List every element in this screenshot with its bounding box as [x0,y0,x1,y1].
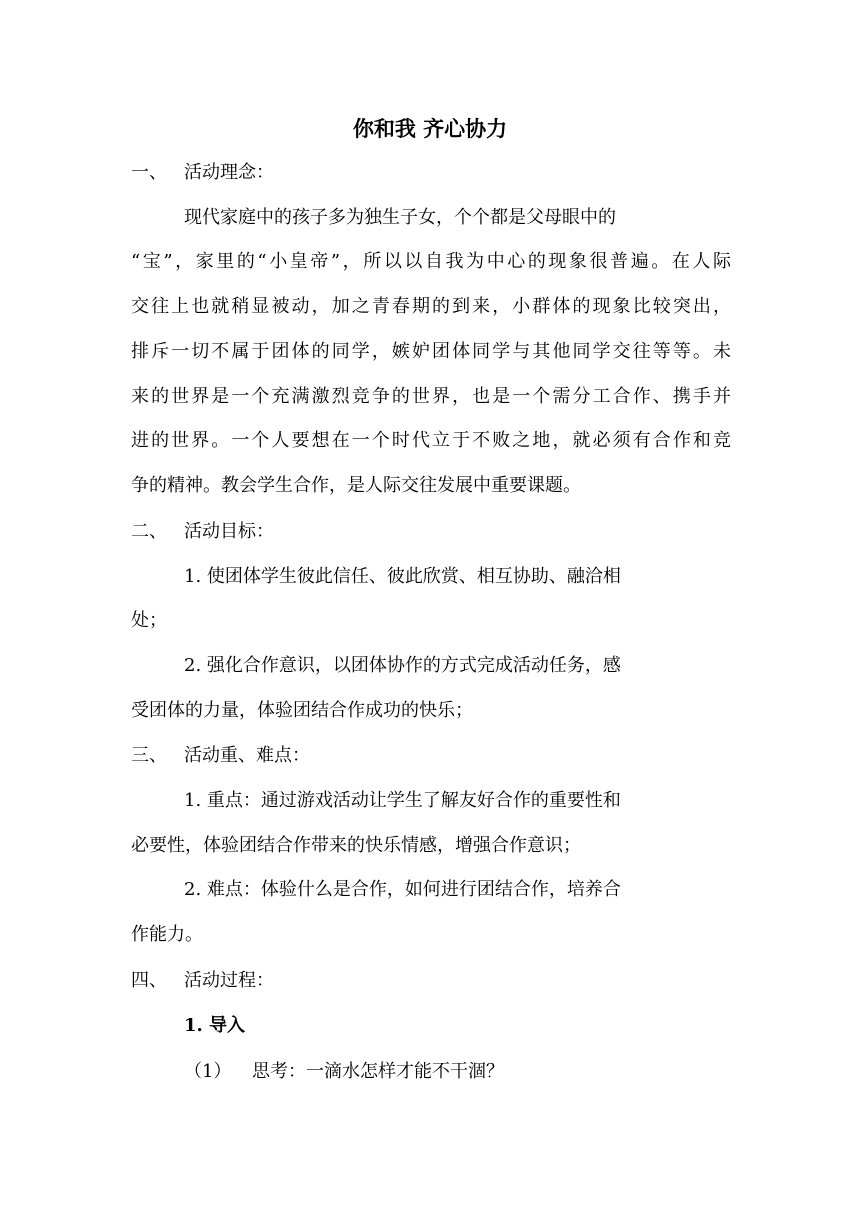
section-2-heading: 活动目标： [184,521,274,542]
section-1-number: 一、 [131,162,167,183]
paragraph-line: 排斥一切不属于团体的同学，嫉妒团体同学与其他同学交往等等。未 [131,341,731,362]
subheading: 1. 导入 [184,1015,246,1036]
list-item-line: 2. 难点：体验什么是合作，如何进行团结合作，培养合 [184,879,621,900]
paragraph-line: 进的世界。一个人要想在一个时代立于不败之地，就必须有合作和竞 [131,430,731,451]
section-4-heading: 活动过程： [184,970,274,991]
list-item-line: 1. 重点：通过游戏活动让学生了解友好合作的重要性和 [184,790,621,811]
list-item-line: 作能力。 [131,924,203,945]
section-3-heading: 活动重、难点： [184,745,310,766]
list-item-line: 2. 强化合作意识，以团体协作的方式完成活动任务，感 [184,655,621,676]
paragraph-line: 来的世界是一个充满激烈竞争的世界，也是一个需分工合作、携手并 [131,386,731,407]
paragraph-line: 现代家庭中的孩子多为独生子女，个个都是父母眼中的 [184,207,616,228]
sub-item-text: 思考：一滴水怎样才能不干涸？ [252,1061,504,1082]
list-item-line: 处； [131,610,167,631]
list-item-line: 必要性，体验团结合作带来的快乐情感，增强合作意识； [131,835,581,856]
paragraph-line: “宝”，家里的“小皇帝”，所以以自我为中心的现象很普遍。在人际 [131,251,731,272]
list-item-line: 受团体的力量，体验团结合作成功的快乐； [131,700,473,721]
section-2-number: 二、 [131,521,167,542]
sub-item-number: （1） [184,1061,232,1082]
section-4-number: 四、 [131,970,167,991]
paragraph-line: 交往上也就稍显被动，加之青春期的到来，小群体的现象比较突出， [131,296,731,317]
section-1-heading: 活动理念： [184,162,274,183]
paragraph-line: 争的精神。教会学生合作，是人际交往发展中重要课题。 [131,475,581,496]
document-title: 你和我 齐心协力 [352,116,508,141]
section-3-number: 三、 [131,745,167,766]
list-item-line: 1. 使团体学生彼此信任、彼此欣赏、相互协助、融洽相 [184,566,621,587]
